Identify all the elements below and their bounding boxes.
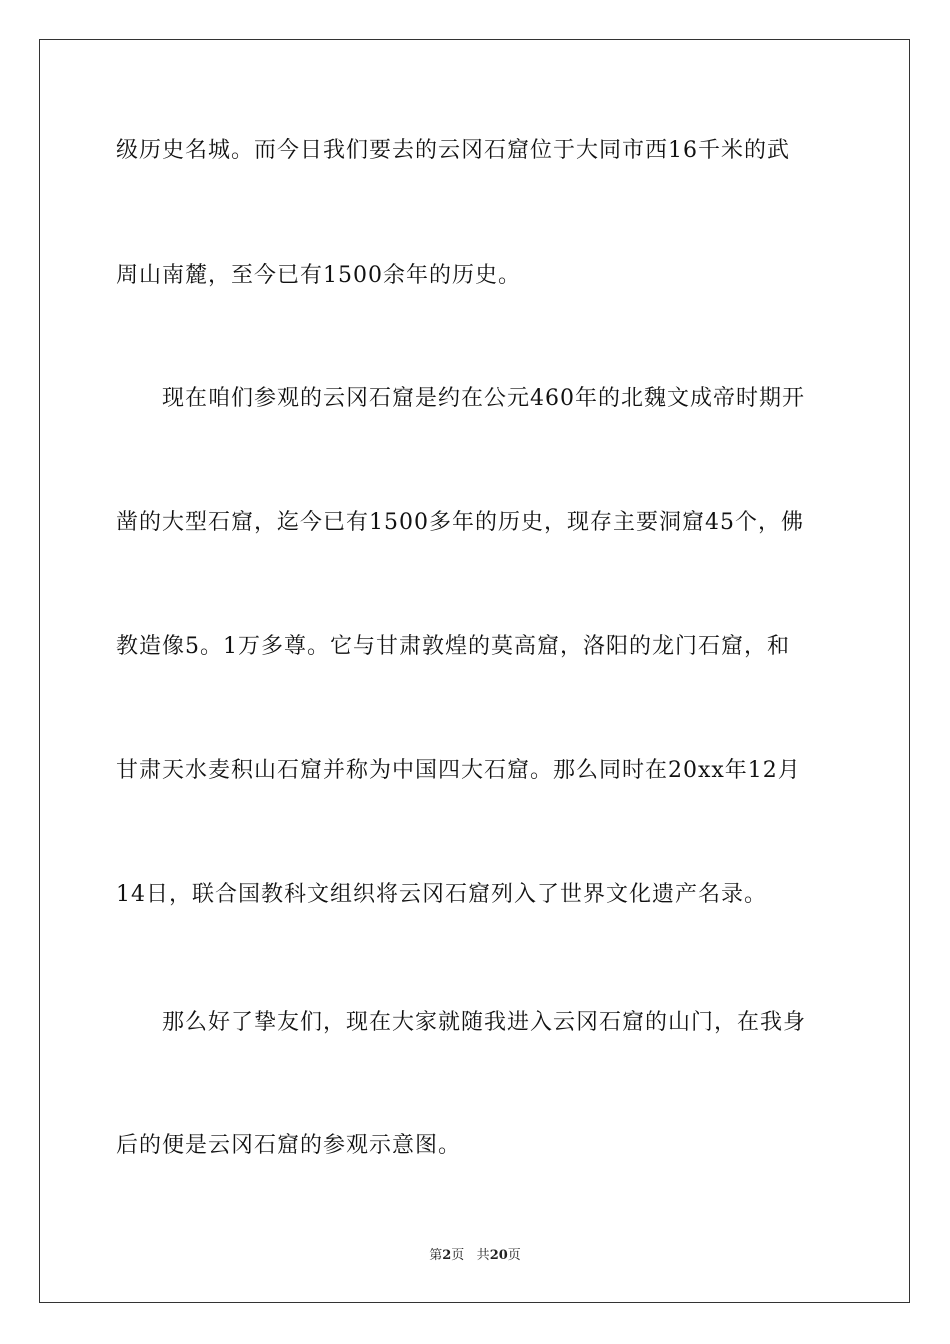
page-prefix: 第 [429,1248,443,1263]
text-line: 凿的大型石窟，迄今已有1500多年的历史，现存主要洞窟45个，佛 [116,510,804,535]
total-pages: 20 [489,1248,508,1263]
paragraph-first-line: 现在咱们参观的云冈石窟是约在公元460年的北魏文成帝时期开 [162,386,805,411]
text-line: 级历史名城。而今日我们要去的云冈石窟位于大同市西16千米的武 [116,138,790,163]
text-line: 教造像5。1万多尊。它与甘肃敦煌的莫高窟，洛阳的龙门石窟，和 [116,634,790,659]
page-border [39,39,910,1303]
text-line: 周山南麓，至今已有1500余年的历史。 [116,263,521,288]
page-suffix: 页 [451,1248,465,1263]
text-line: 甘肃天水麦积山石窟并称为中国四大石窟。那么同时在20xx年12月 [116,758,801,783]
paragraph-first-line: 那么好了挚友们，现在大家就随我进入云冈石窟的山门，在我身 [162,1010,807,1035]
page-number: 2 [442,1248,452,1263]
text-line: 后的便是云冈石窟的参观示意图。 [116,1133,462,1158]
total-prefix: 共 [476,1248,490,1263]
total-suffix: 页 [507,1248,521,1263]
page-footer [0,1247,950,1265]
text-line: 14日，联合国教科文组织将云冈石窟列入了世界文化遗产名录。 [116,882,767,907]
